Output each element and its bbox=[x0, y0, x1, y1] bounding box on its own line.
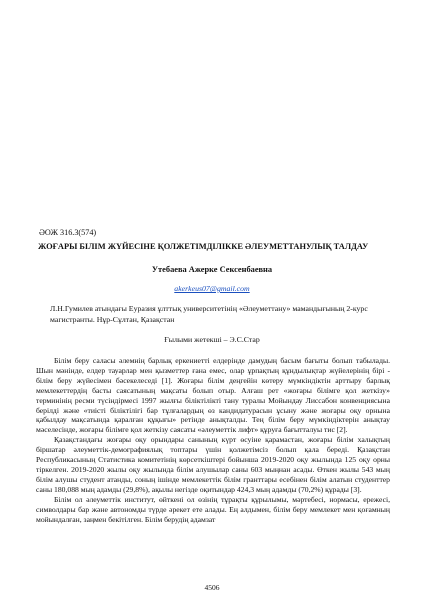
author-affiliation: Л.Н.Гумилев атындағы Еуразия ұлттық университетінің «Әлеуметтану» мамандығының 2-курс магистранты. Нұр-Сұлтан, Қазақстан bbox=[50, 304, 368, 324]
page-number: 4506 bbox=[204, 583, 220, 592]
body-text bbox=[36, 356, 390, 524]
scientific-supervisor: Ғылыми жетекші – Э.С.Стар bbox=[164, 335, 260, 344]
author-email-link[interactable]: akerkeus07@gmail.com bbox=[174, 284, 250, 293]
author-name: Утебаева Ажерке Сексенбаевна bbox=[151, 265, 273, 274]
paper-title: ЖОҒАРЫ БІЛІМ ЖҮЙЕСІНЕ ҚОЛЖЕТІМДІЛІККЕ ӘЛЕУМЕТТАНУЛЫҚ ТАЛДАУ bbox=[38, 242, 369, 251]
body-paragraph: Білім беру саласы әлемнің барлық еркениетті елдерінде дамудың басым бағыты болып табылады. Шын мәнінде, елдер тауарлар мен қызметтер ғана емес, олар ұрпақтың құндылықтар жүйелерінің бірі - білім беру жүйесімен бәсекелеседі [1]. Жоғары білім деңгейін көтеру мүмкіндіктін арттыру барлық мемлекеттердің басты саясатының мақсаты болып отыр. Алғаш рет «жоғары білімге қол жеткізу» терминінің ресми түсіндірмесі 1997 жылғы біліктілікті тану туралы Мойындау Лиссабон конвенциясына берілді және «тиісті біліктілігі бар тұлғалардың өз кандидатурасын ұсыну және жоғары оқу орнына қабылдау мақсатында қаралған құқығы» ретінде анықталды. Тең білім беру мүмкіндіктерін анықтау мәселесінде, жоғары білімге қол жеткізу саясаты «әлеуметтік лифт» құруға бағытталуы тис [2]. bbox=[36, 356, 390, 435]
body-paragraph: Білім ол әлеуметтік институт, өйткені ол өзінің тұрақты құрылымы, мәртебесі, нормасы, ережесі, символдары бар және автономды түрде әрекет ете алады. Ең алдымен, білім беру мемлекет мен қоғамның мойындалған, заңмен бекітілген. Білім берудің адамзат bbox=[36, 494, 390, 524]
udc-code: ӘОЖ 316.3(574) bbox=[39, 228, 97, 237]
body-paragraph: Қазақстандағы жоғары оқу орындары санының күрт өсуіне қарамастан, жоғары білім халықтың біршатар әлеуметтік-демографиялық топтары үшін қолжетімсіз болып қала береді. Қазақстан Республикасының Статистика комитетінің көрсеткіштері бойынша 2019-2020 оқу жылында 125 оқу орны тіркелген. 2019-2020 жылы оқу жылында білім алушылар саны 603 мыңнан асады. Өткен жылы 543 мың білім алушы студент атанды, соның ішінде мемлекеттік білім гранттары есебінен білім алатын студенттер саны 180,088 мың адамды (29,8%), ақылы негізде оқитындар 424,3 мың адамды (70,2%) құрады [3]. bbox=[36, 435, 390, 494]
